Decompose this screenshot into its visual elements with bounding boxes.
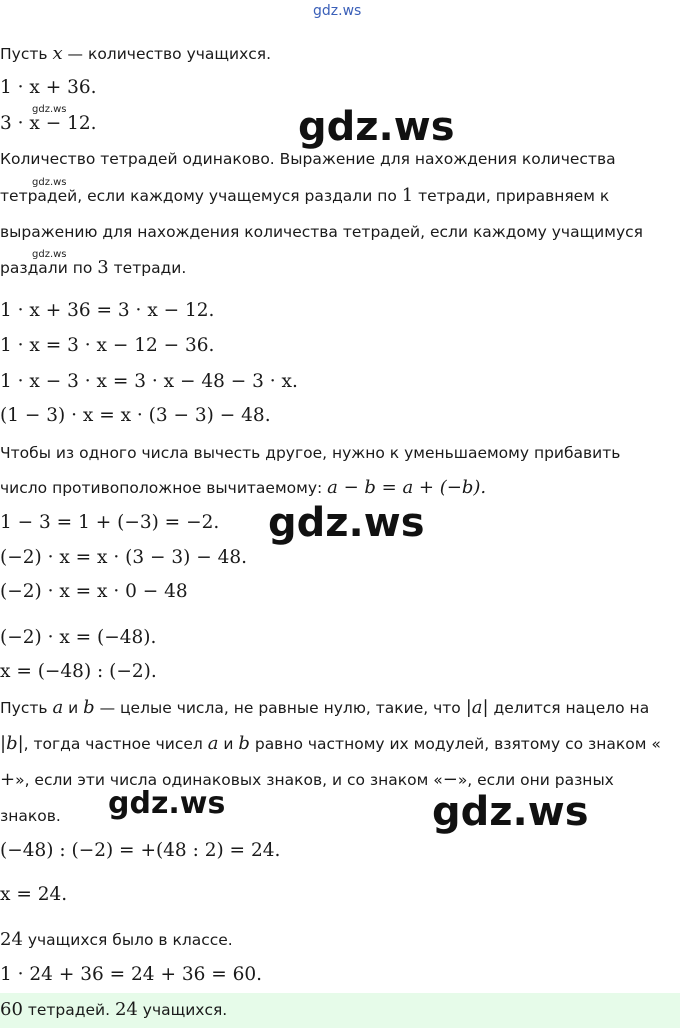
math: |a|	[465, 697, 489, 718]
intro-rest: — количество учащихся.	[62, 45, 272, 63]
watermark-small: gdz.ws	[32, 104, 67, 115]
division-rule-line-2	[0, 733, 661, 755]
division-rule-line-3	[0, 769, 614, 791]
text: раздали по	[0, 259, 98, 277]
text: тетрадей, если каждому учащемуся раздали по	[0, 187, 402, 205]
paragraph-line-2	[0, 185, 609, 207]
paragraph-line-3: выражению для нахождения количества тетрадей, если каждому учащимуся	[0, 223, 643, 241]
math: +	[0, 769, 16, 790]
text: равно частному их модулей, взятому со знаком «	[249, 735, 661, 753]
equation-12: 1 · 24 + 36 = 24 + 36 = 60.	[0, 964, 263, 985]
text: , тогда частное чисел	[23, 735, 208, 753]
intro-line	[0, 43, 271, 65]
watermark-small: gdz.ws	[32, 249, 67, 260]
rule-formula: a − b = a + (−b).	[327, 477, 487, 498]
division-rule-line-4: знаков.	[0, 807, 61, 825]
students-line	[0, 929, 233, 951]
text: Пусть	[0, 699, 53, 717]
equation-10: (−48) : (−2) = +(48 : 2) = 24.	[0, 840, 281, 861]
expression-2: 3 · x − 12.	[0, 113, 97, 134]
equation-3: 1 · x − 3 · x = 3 · x − 48 − 3 · x.	[0, 371, 298, 392]
text: », если они разных	[457, 771, 614, 789]
math: b	[238, 733, 250, 754]
text: делится нацело на	[488, 699, 650, 717]
math: −	[442, 769, 458, 790]
text: число противоположное вычитаемому:	[0, 479, 328, 497]
answer-text: учащихся.	[137, 1001, 228, 1019]
watermark-big: gdz.ws	[268, 500, 425, 546]
math: a	[52, 697, 64, 718]
answer-text: тетрадей.	[22, 1001, 115, 1019]
watermark-big: gdz.ws	[432, 789, 589, 835]
equation-6: (−2) · x = x · (3 − 3) − 48.	[0, 547, 248, 568]
top-watermark[interactable]: gdz.ws	[313, 3, 362, 19]
answer-number: 24	[114, 999, 138, 1020]
equation-5: 1 − 3 = 1 + (−3) = −2.	[0, 512, 220, 533]
text: — целые числа, не равные нулю, такие, что	[94, 699, 466, 717]
watermark-small: gdz.ws	[32, 177, 67, 188]
text: и	[63, 699, 84, 717]
math: a	[207, 733, 219, 754]
text: », если эти числа одинаковых знаков, и со знаком «	[15, 771, 443, 789]
text: и	[218, 735, 239, 753]
number: 3	[97, 257, 109, 278]
answer-number: 60	[0, 999, 23, 1020]
equation-2: 1 · x = 3 · x − 12 − 36.	[0, 335, 215, 356]
math: b	[83, 697, 95, 718]
intro-text: Пусть	[0, 45, 53, 63]
paragraph-line-1: Количество тетрадей одинаково. Выражение для нахождения количества	[0, 150, 616, 168]
paragraph-line-4	[0, 257, 186, 279]
expression-1: 1 · x + 36.	[0, 77, 97, 98]
number: 24	[0, 929, 23, 950]
equation-7: (−2) · x = x · 0 − 48	[0, 581, 188, 602]
equation-8: (−2) · x = (−48).	[0, 627, 157, 648]
rule-line-1: Чтобы из одного числа вычесть другое, нужно к уменьшаемому прибавить	[0, 444, 621, 462]
equation-11: x = 24.	[0, 884, 68, 905]
var-x: x	[52, 43, 63, 64]
rule-line-2	[0, 477, 486, 499]
equation-1: 1 · x + 36 = 3 · x − 12.	[0, 300, 215, 321]
number: 1	[401, 185, 414, 206]
math: |b|	[0, 733, 24, 754]
answer-line	[0, 999, 227, 1021]
text: учащихся было в классе.	[22, 931, 233, 949]
equation-9: x = (−48) : (−2).	[0, 661, 157, 682]
division-rule-line-1	[0, 697, 649, 719]
watermark-big: gdz.ws	[298, 104, 455, 150]
watermark-big: gdz.ws	[108, 786, 226, 821]
text: тетради, приравняем к	[413, 187, 610, 205]
equation-4: (1 − 3) · x = x · (3 − 3) − 48.	[0, 405, 271, 426]
text: тетради.	[108, 259, 187, 277]
